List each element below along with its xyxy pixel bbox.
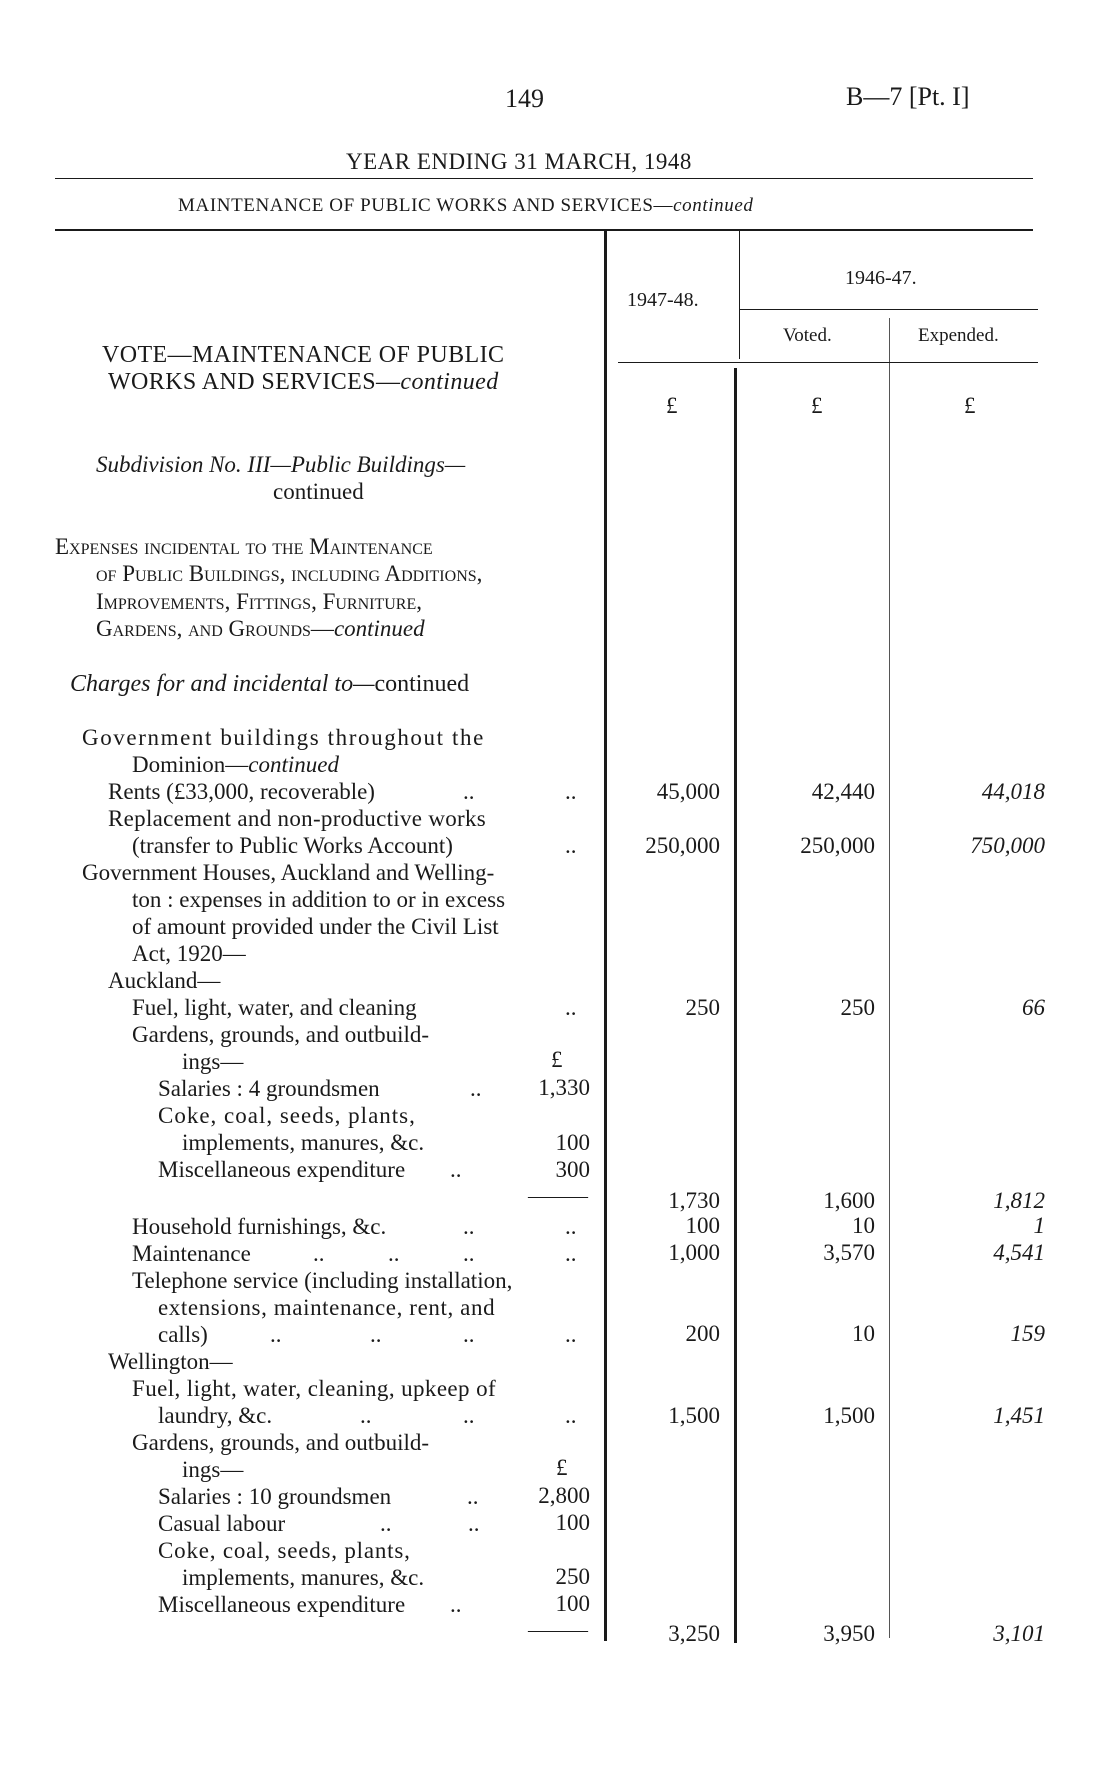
auckland-inner-rule: ——— [528, 1185, 588, 1207]
wellington-gardens-voted: 3,950 [823, 1621, 875, 1646]
currency-col2: £ [811, 393, 823, 418]
leader: .. [565, 833, 577, 858]
gov-houses-line4: Act, 1920— [132, 941, 246, 966]
column-rule-left [604, 231, 607, 1641]
auckland-fuel-voted: 250 [840, 995, 875, 1020]
expenses-heading-line1: Expenses incidental to the Maintenance [55, 534, 433, 559]
col-1946-47-header: 1946-47. [845, 267, 917, 289]
expenses-heading-line3: Improvements, Fittings, Furniture, [96, 589, 422, 614]
auckland-telephone-label-2: extensions, maintenance, rent, and [158, 1295, 496, 1320]
leader: .. [463, 1322, 475, 1347]
leader: .. [450, 1157, 462, 1182]
vote-title-line1: VOTE—MAINTENANCE OF PUBLIC [102, 342, 505, 368]
auckland-coke-label-2: implements, manures, &c. [182, 1130, 425, 1155]
auckland-maintenance-label: Maintenance [132, 1241, 251, 1266]
column-rule-1 [734, 368, 737, 1643]
leader: .. [388, 1241, 400, 1266]
col-voted-header: Voted. [783, 325, 832, 346]
wellington-fuel-label-2: laundry, &c. [158, 1403, 273, 1428]
inner-pound-wellington: £ [556, 1455, 568, 1480]
wellington-casual-label: Casual labour [158, 1511, 286, 1536]
leader: .. [565, 1322, 577, 1347]
inner-pound-auckland: £ [551, 1047, 563, 1072]
gov-houses-line3: of amount provided under the Civil List [132, 914, 499, 939]
wellington-misc-amount: 100 [555, 1591, 590, 1616]
auckland-heading: Auckland— [108, 968, 221, 993]
leader: .. [470, 1076, 482, 1101]
wellington-gardens-label-2: ings— [182, 1457, 244, 1482]
currency-col1: £ [666, 393, 678, 418]
auckland-gardens-1947-48: 1,730 [668, 1188, 720, 1213]
leader: .. [313, 1241, 325, 1266]
charges-heading: Charges for and incidental to—continued [70, 671, 470, 697]
section-title: MAINTENANCE OF PUBLIC WORKS AND SERVICES—continued [178, 195, 754, 216]
replacement-label-1: Replacement and non-productive works [108, 806, 487, 831]
auckland-salaries-label: Salaries : 4 groundsmen [158, 1076, 380, 1101]
document-ref: B—7 [Pt. I] [846, 82, 970, 111]
rents-voted: 42,440 [811, 779, 875, 804]
wellington-coke-label-1: Coke, coal, seeds, plants, [158, 1538, 411, 1563]
header-rule [618, 362, 1038, 363]
wellington-fuel-expended: 1,451 [993, 1403, 1045, 1428]
wellington-salaries-amount: 2,800 [538, 1483, 590, 1508]
auckland-telephone-expended: 159 [1010, 1321, 1045, 1346]
leader: .. [565, 1403, 577, 1428]
col-1947-48-header: 1947-48. [627, 289, 699, 311]
leader: .. [463, 1214, 475, 1239]
auckland-fuel-label: Fuel, light, water, and cleaning [132, 995, 417, 1020]
gov-houses-line2: ton : expenses in addition to or in excess [132, 887, 506, 912]
replacement-voted: 250,000 [800, 833, 875, 858]
auckland-fuel-expended: 66 [1022, 995, 1045, 1020]
auckland-fuel-1947-48: 250 [685, 995, 720, 1020]
auckland-maintenance-expended: 4,541 [993, 1240, 1045, 1265]
currency-col3: £ [964, 393, 976, 418]
leader: .. [270, 1322, 282, 1347]
auckland-telephone-label-1: Telephone service (including installation, [132, 1268, 513, 1293]
auckland-coke-amount: 100 [555, 1130, 590, 1155]
auckland-gardens-expended: 1,812 [993, 1188, 1045, 1213]
auckland-telephone-voted: 10 [852, 1321, 875, 1346]
column-rule-2 [889, 318, 890, 1638]
rents-1947-48: 45,000 [656, 779, 720, 804]
wellington-coke-amount: 250 [555, 1564, 590, 1589]
leader: .. [463, 1241, 475, 1266]
leader: .. [565, 995, 577, 1020]
leader: .. [468, 1511, 480, 1536]
top-rule [55, 178, 1033, 179]
gov-buildings-line: Government buildings throughout the [82, 725, 485, 750]
year-title: YEAR ENDING 31 MARCH, 1948 [346, 149, 692, 174]
leader: .. [380, 1511, 392, 1536]
expenses-heading-line4: Gardens, and Grounds—continued [96, 616, 425, 641]
auckland-gardens-voted: 1,600 [823, 1188, 875, 1213]
wellington-heading: Wellington— [108, 1349, 233, 1374]
wellington-misc-label: Miscellaneous expenditure [158, 1592, 406, 1617]
leader: .. [360, 1403, 372, 1428]
wellington-coke-label-2: implements, manures, &c. [182, 1565, 425, 1590]
replacement-expended: 750,000 [970, 833, 1045, 858]
replacement-1947-48: 250,000 [645, 833, 720, 858]
leader: .. [463, 1403, 475, 1428]
auckland-telephone-1947-48: 200 [685, 1321, 720, 1346]
rents-label: Rents (£33,000, recoverable) [108, 779, 375, 804]
auckland-gardens-label-1: Gardens, grounds, and outbuild- [132, 1022, 430, 1047]
leader: .. [450, 1592, 462, 1617]
auckland-telephone-label-3: calls) [158, 1322, 208, 1347]
auckland-misc-amount: 300 [555, 1157, 590, 1182]
section-rule [55, 229, 1033, 231]
dominion-line: Dominion—continued [132, 752, 339, 777]
subdivision-continued: continued [273, 479, 364, 504]
rents-expended: 44,018 [981, 779, 1045, 804]
page-number: 149 [505, 84, 544, 113]
leader: .. [463, 779, 475, 804]
auckland-maintenance-1947-48: 1,000 [668, 1240, 720, 1265]
auckland-gardens-label-2: ings— [182, 1049, 244, 1074]
leader: .. [370, 1322, 382, 1347]
group-rule [740, 309, 1038, 310]
auckland-household-label: Household furnishings, &c. [132, 1214, 387, 1239]
auckland-coke-label-1: Coke, coal, seeds, plants, [158, 1103, 416, 1128]
column-rule-1-head [739, 231, 740, 359]
wellington-gardens-expended: 3,101 [993, 1621, 1045, 1646]
vote-title-line2: WORKS AND SERVICES—continued [108, 369, 499, 395]
leader: .. [565, 1214, 577, 1239]
wellington-inner-rule: ——— [528, 1619, 588, 1641]
expenses-heading-line2: of Public Buildings, including Additions, [96, 561, 483, 586]
wellington-fuel-1947-48: 1,500 [668, 1403, 720, 1428]
auckland-salaries-amount: 1,330 [538, 1075, 590, 1100]
wellington-casual-amount: 100 [555, 1510, 590, 1535]
auckland-misc-label: Miscellaneous expenditure [158, 1157, 406, 1182]
replacement-label-2: (transfer to Public Works Account) [132, 833, 453, 858]
wellington-salaries-label: Salaries : 10 groundsmen [158, 1484, 392, 1509]
leader: .. [565, 779, 577, 804]
auckland-household-expended: 1 [1033, 1213, 1045, 1238]
auckland-maintenance-voted: 3,570 [823, 1240, 875, 1265]
wellington-fuel-voted: 1,500 [823, 1403, 875, 1428]
auckland-household-1947-48: 100 [685, 1213, 720, 1238]
subdivision-heading: Subdivision No. III—Public Buildings— [96, 452, 466, 477]
wellington-gardens-1947-48: 3,250 [668, 1621, 720, 1646]
leader: .. [467, 1484, 479, 1509]
leader: .. [565, 1241, 577, 1266]
auckland-household-voted: 10 [852, 1213, 875, 1238]
col-expended-header: Expended. [918, 325, 999, 346]
wellington-fuel-label-1: Fuel, light, water, cleaning, upkeep of [132, 1376, 497, 1401]
wellington-gardens-label-1: Gardens, grounds, and outbuild- [132, 1430, 430, 1455]
gov-houses-line1: Government Houses, Auckland and Welling- [82, 860, 495, 885]
